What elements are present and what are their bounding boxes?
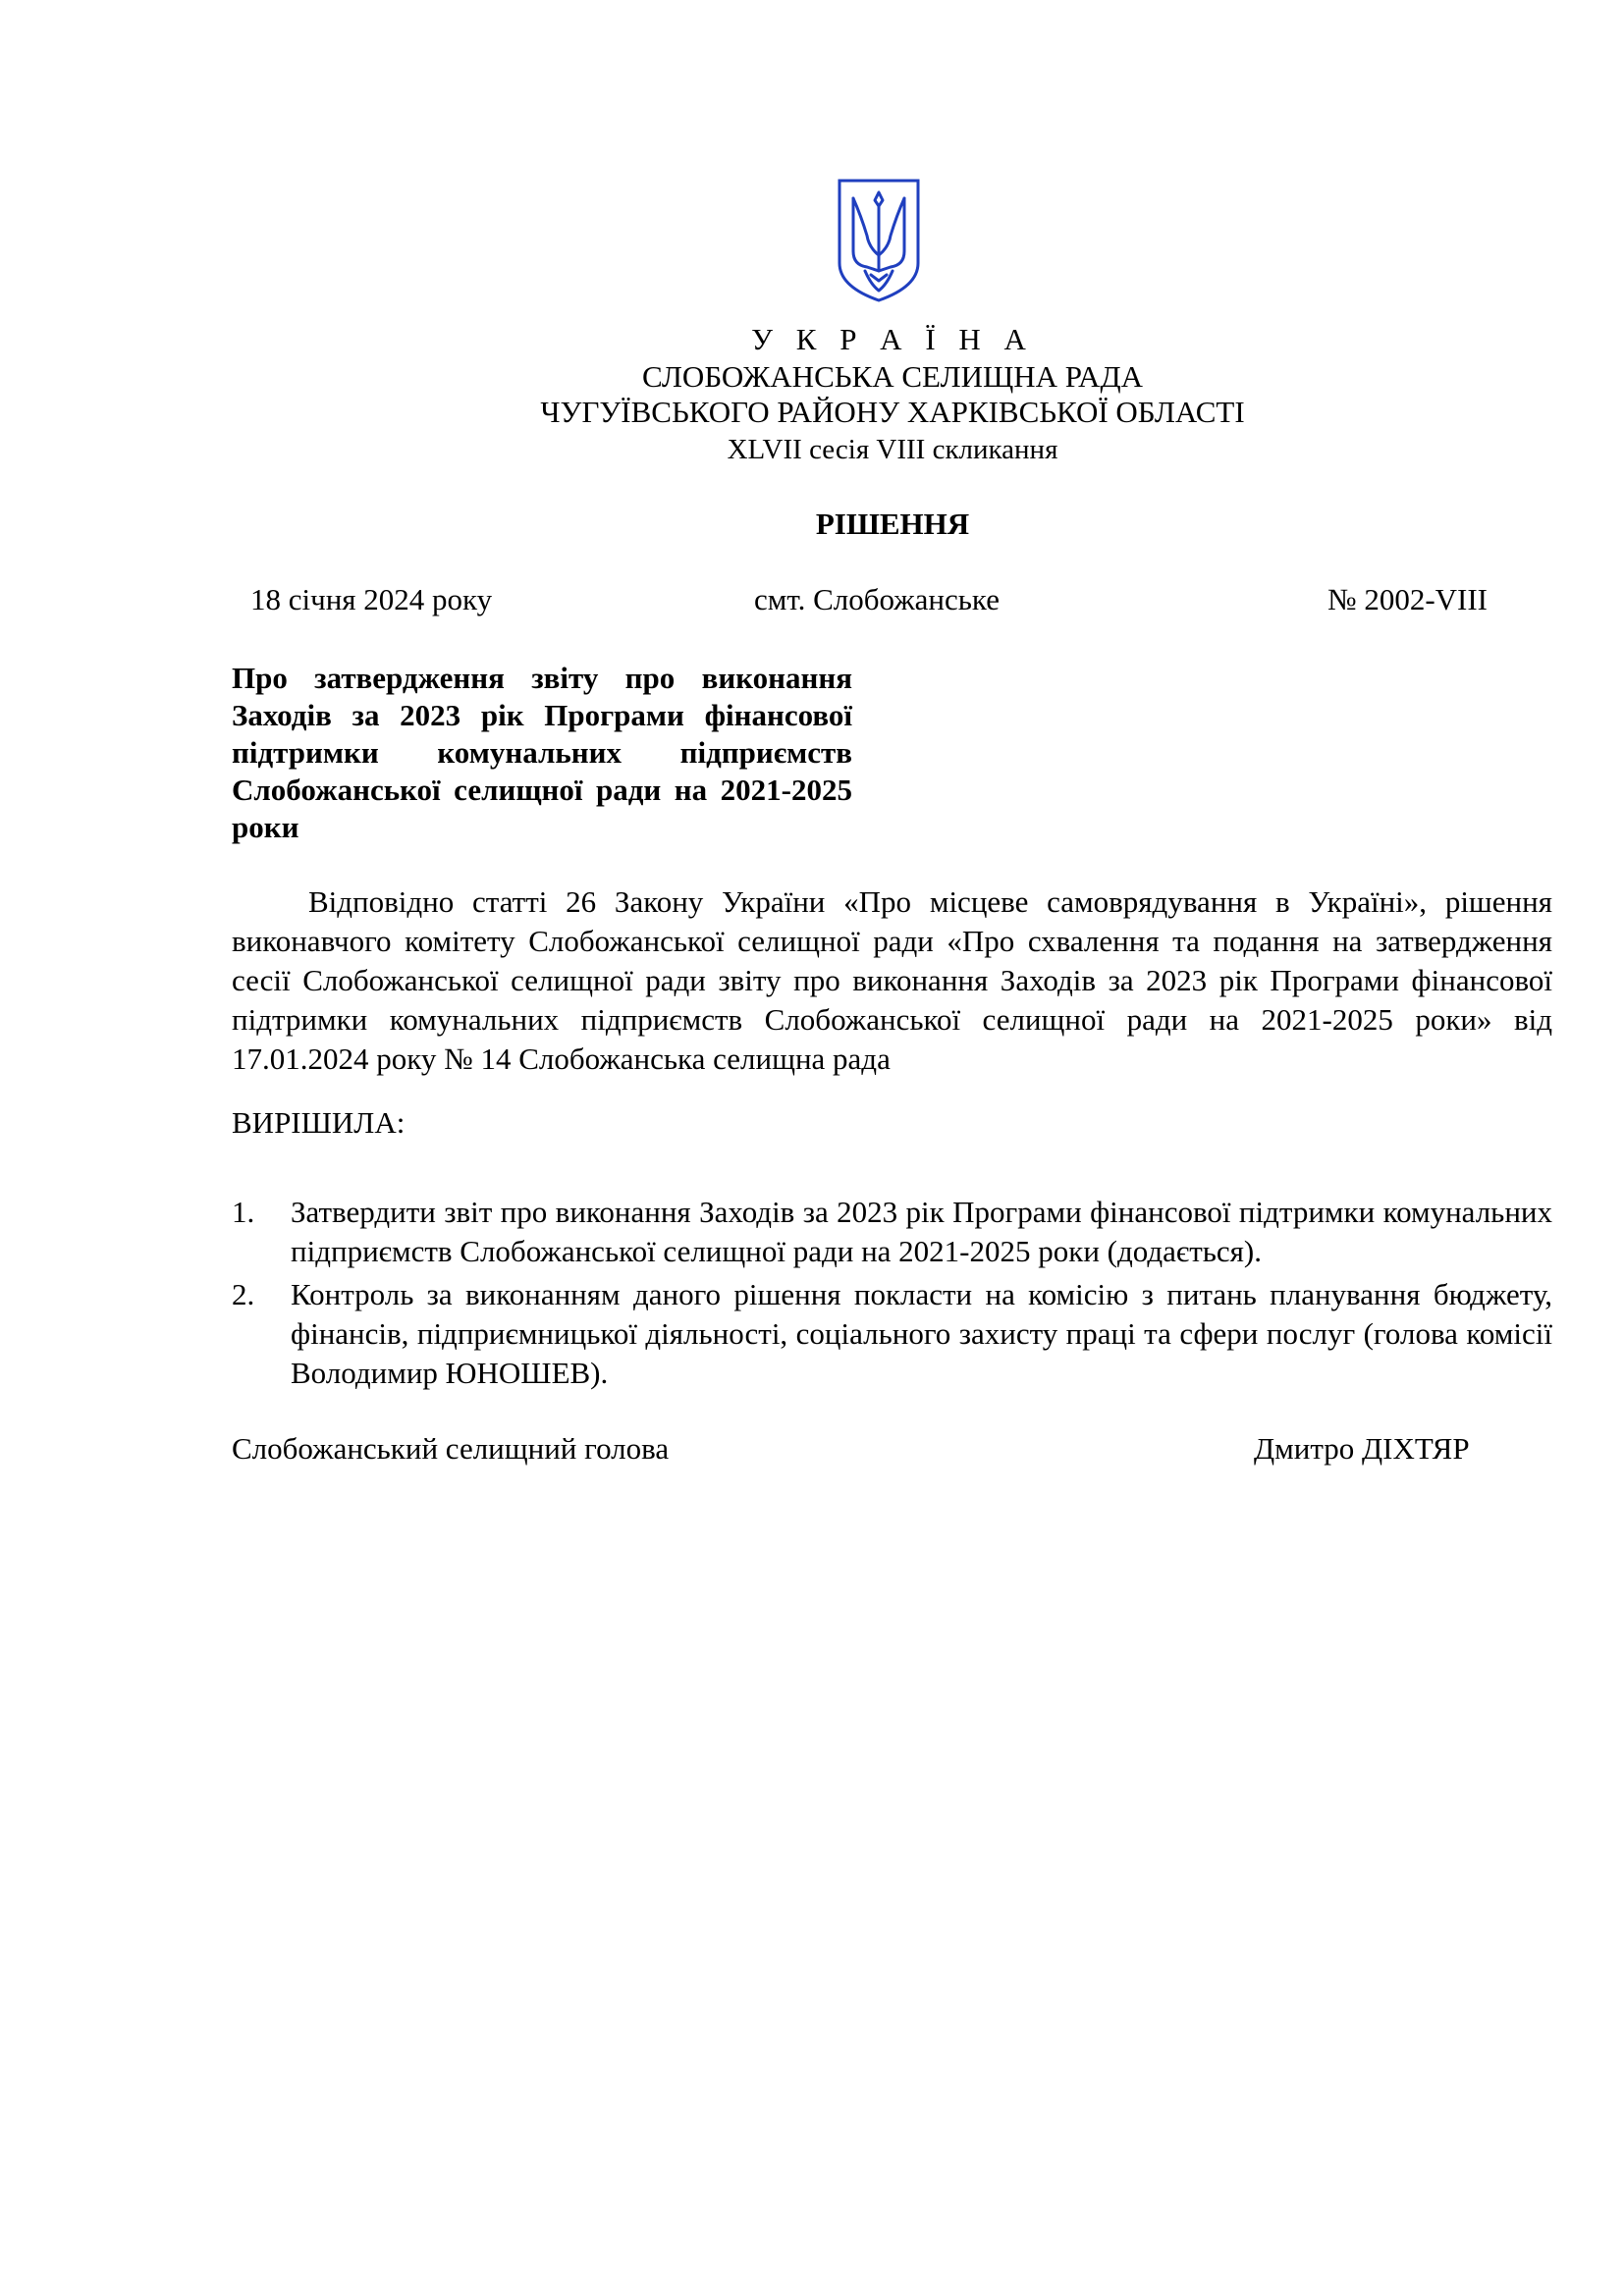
council-heading: СЛОБОЖАНСЬКА СЕЛИЩНА РАДА (642, 359, 1143, 394)
resolved-label: ВИРІШИЛА: (232, 1105, 406, 1140)
list-item-number: 2. (232, 1277, 255, 1311)
list-item-text: Затвердити звіт про виконання Заходів за 2023 рік Програми фінансової підтримки комунальних підприємств Слобожанської селищної ради на 2021-2025 роки (додається). (291, 1195, 1552, 1268)
preamble-paragraph: Відповідно статті 26 Закону України «Про місцеве самоврядування в Україні», рішення виконавчого комітету Слобожанської селищної ради «Про схвалення та подання на затвердження сесії Слобожанської селищної ради звіту про виконання Заходів за 2023 рік Програми фінансової підтримки комунальних підприємств Слобожанської селищної ради на 2021-2025 роки» від 17.01.2024 року № 14 Слобожанська селищна рада (232, 884, 1552, 1076)
decision-subject: Про затвердження звіту про виконання Заходів за 2023 рік Програми фінансової підтримки комунальних підприємств Слобожанської селищної ради на 2021-2025 роки (232, 661, 852, 844)
country-heading: У К Р А Ї Н А (751, 322, 1034, 356)
list-item (232, 1275, 1552, 1393)
list-item (232, 1193, 1552, 1271)
signatory-name: Дмитро ДІХТЯР (1254, 1431, 1470, 1466)
district-heading: ЧУГУЇВСЬКОГО РАЙОНУ ХАРКІВСЬКОЇ ОБЛАСТІ (540, 395, 1245, 429)
decision-place: смт. Слобожанське (754, 582, 1000, 616)
decision-date: 18 січня 2024 року (250, 582, 493, 616)
decision-items-list (232, 1193, 1552, 1397)
list-item-number: 1. (232, 1195, 255, 1229)
decision-number: № 2002-VIII (1327, 582, 1489, 616)
decision-title: РІШЕННЯ (815, 507, 970, 541)
signatory-title: Слобожанський селищний голова (232, 1431, 670, 1466)
session-heading: XLVII сесія VIII скликання (727, 434, 1058, 465)
trident-coat-of-arms-icon (836, 177, 922, 304)
list-item-text: Контроль за виконанням даного рішення покласти на комісію з питань планування бюджету, фінансів, підприємницької діяльності, соціального захисту праці та сфери послуг (голова комісії Володимир ЮНОШЕВ). (291, 1277, 1552, 1390)
